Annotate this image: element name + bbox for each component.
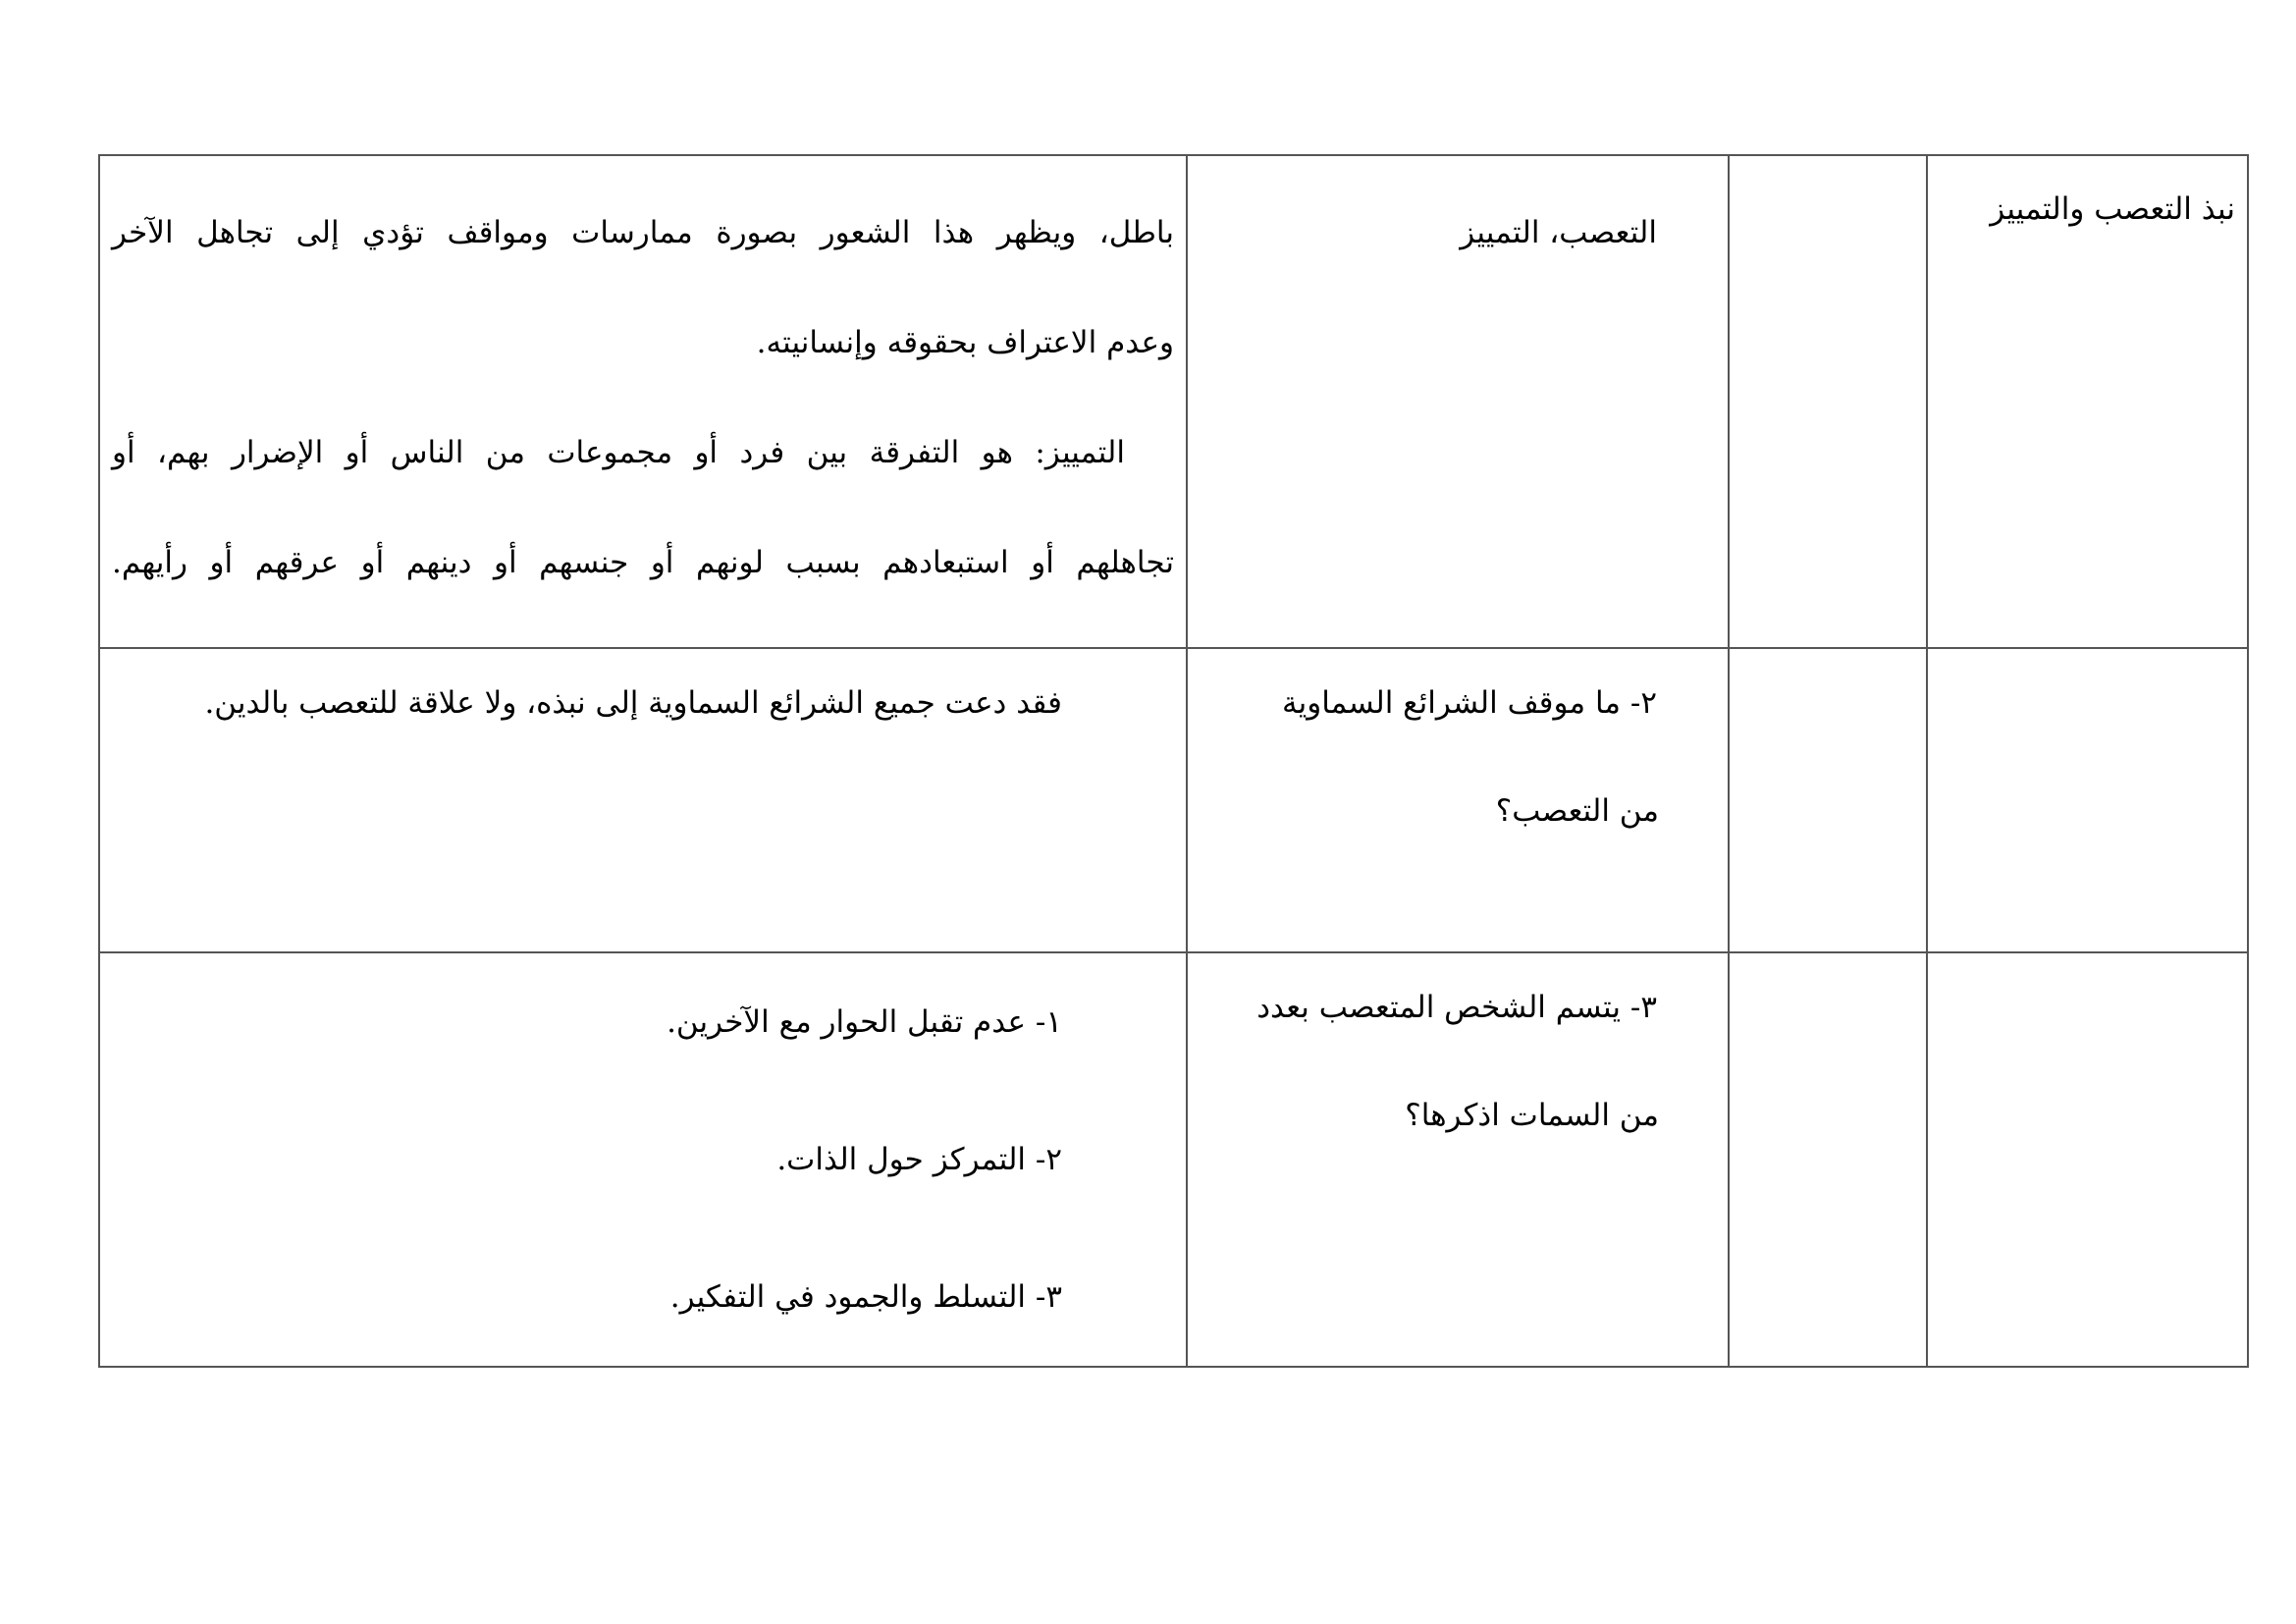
table-row — [99, 952, 2248, 1367]
empty-cell — [1729, 648, 1927, 952]
question-cell — [1187, 155, 1729, 648]
answer-cell — [99, 648, 1187, 952]
question-line: ٢- ما موقف الشرائع السماوية — [1282, 685, 1657, 721]
topic-cell — [1927, 155, 2248, 648]
question-cell — [1187, 952, 1729, 1367]
answer-line: ٢- التمركز حول الذات. — [776, 1142, 1062, 1177]
answer-line: ٣- التسلط والجمود في التفكير. — [669, 1279, 1062, 1315]
answer-cell — [99, 952, 1187, 1367]
answer-line: وعدم الاعتراف بحقوقه وإنسانيته. — [756, 325, 1174, 360]
answer-cell — [99, 155, 1187, 648]
topic-label: نبذ التعصب والتمييز — [1990, 191, 2235, 227]
table-row — [99, 155, 2248, 648]
question-line: من السمات اذكرها؟ — [1405, 1098, 1659, 1133]
question-line: من التعصب؟ — [1495, 793, 1659, 829]
question-cell — [1187, 648, 1729, 952]
topic-cell — [1927, 648, 2248, 952]
answer-line: تجاهلهم أو استبعادهم بسبب لونهم أو جنسهم أو دينهم أو عرقهم أو رأيهم. — [112, 545, 1174, 580]
lesson-table — [98, 154, 2249, 1368]
answer-line: فقد دعت جميع الشرائع السماوية إلى نبذه، ولا علاقة للتعصب بالدين. — [204, 685, 1062, 721]
question-line: ٣- يتسم الشخص المتعصب بعدد — [1256, 990, 1657, 1025]
question-line: التعصب، التمييز — [1460, 215, 1657, 250]
topic-cell — [1927, 952, 2248, 1367]
answer-line: باطل، ويظهر هذا الشعور بصورة ممارسات ومواقف تؤدي إلى تجاهل الآخر — [112, 215, 1174, 250]
answer-line: التمييز: هو التفرقة بين فرد أو مجموعات من الناس أو الإضرار بهم، أو — [112, 435, 1125, 470]
answer-line: ١- عدم تقبل الحوار مع الآخرين. — [667, 1004, 1062, 1040]
table-row — [99, 648, 2248, 952]
empty-cell — [1729, 952, 1927, 1367]
empty-cell — [1729, 155, 1927, 648]
